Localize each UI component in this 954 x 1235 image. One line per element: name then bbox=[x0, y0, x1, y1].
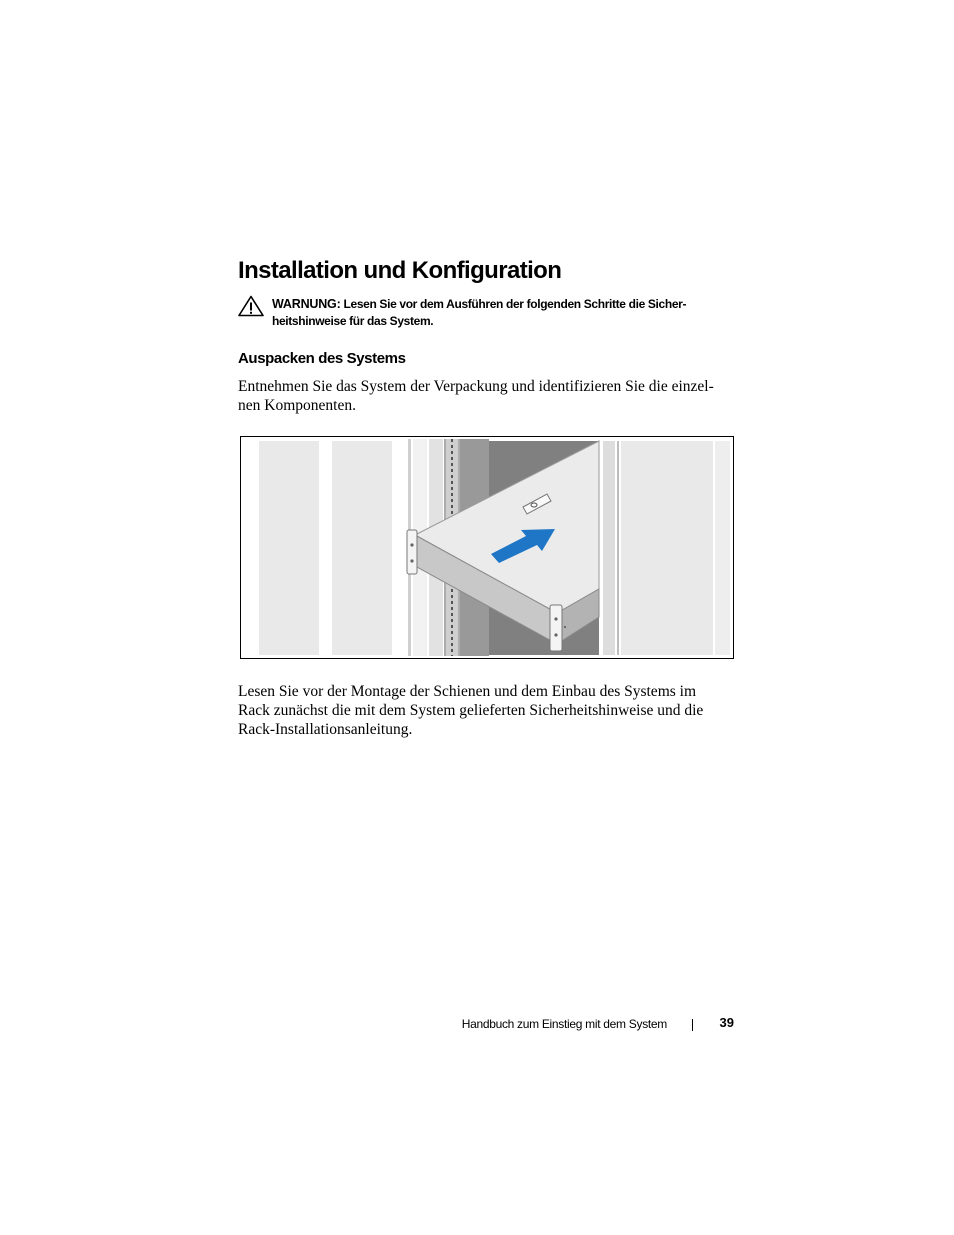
warning-text-line-1: Lesen Sie vor dem Ausführen der folgenden Schritte die Sicher- bbox=[340, 297, 687, 311]
rack-installation-paragraph bbox=[238, 682, 738, 739]
footer-separator bbox=[692, 1019, 693, 1031]
server-rack-illustration bbox=[241, 437, 733, 658]
warning-label: WARNUNG: bbox=[272, 297, 341, 311]
paragraph-line: Rack-Installationsanleitung. bbox=[238, 721, 413, 738]
paragraph-line: Rack zunächst die mit dem System gelieferten Sicherheitshinweise und die bbox=[238, 702, 704, 719]
warning-triangle-icon bbox=[238, 295, 264, 317]
page-heading: Installation und Konfiguration bbox=[238, 257, 562, 284]
rack-installation-figure bbox=[240, 436, 734, 659]
page-number: 39 bbox=[719, 1015, 734, 1030]
paragraph-line: Entnehmen Sie das System der Verpackung und identifizieren Sie die einzel- bbox=[238, 378, 714, 395]
warning-notice bbox=[272, 296, 737, 330]
unpack-paragraph bbox=[238, 377, 738, 415]
paragraph-line: Lesen Sie vor der Montage der Schienen und dem Einbau des Systems im bbox=[238, 683, 697, 700]
warning-text-line-2: heitshinweise für das System. bbox=[272, 314, 434, 328]
paragraph-line: nen Komponenten. bbox=[238, 397, 356, 414]
footer-title: Handbuch zum Einstieg mit dem System bbox=[461, 1017, 667, 1031]
section-heading: Auspacken des Systems bbox=[238, 350, 406, 367]
